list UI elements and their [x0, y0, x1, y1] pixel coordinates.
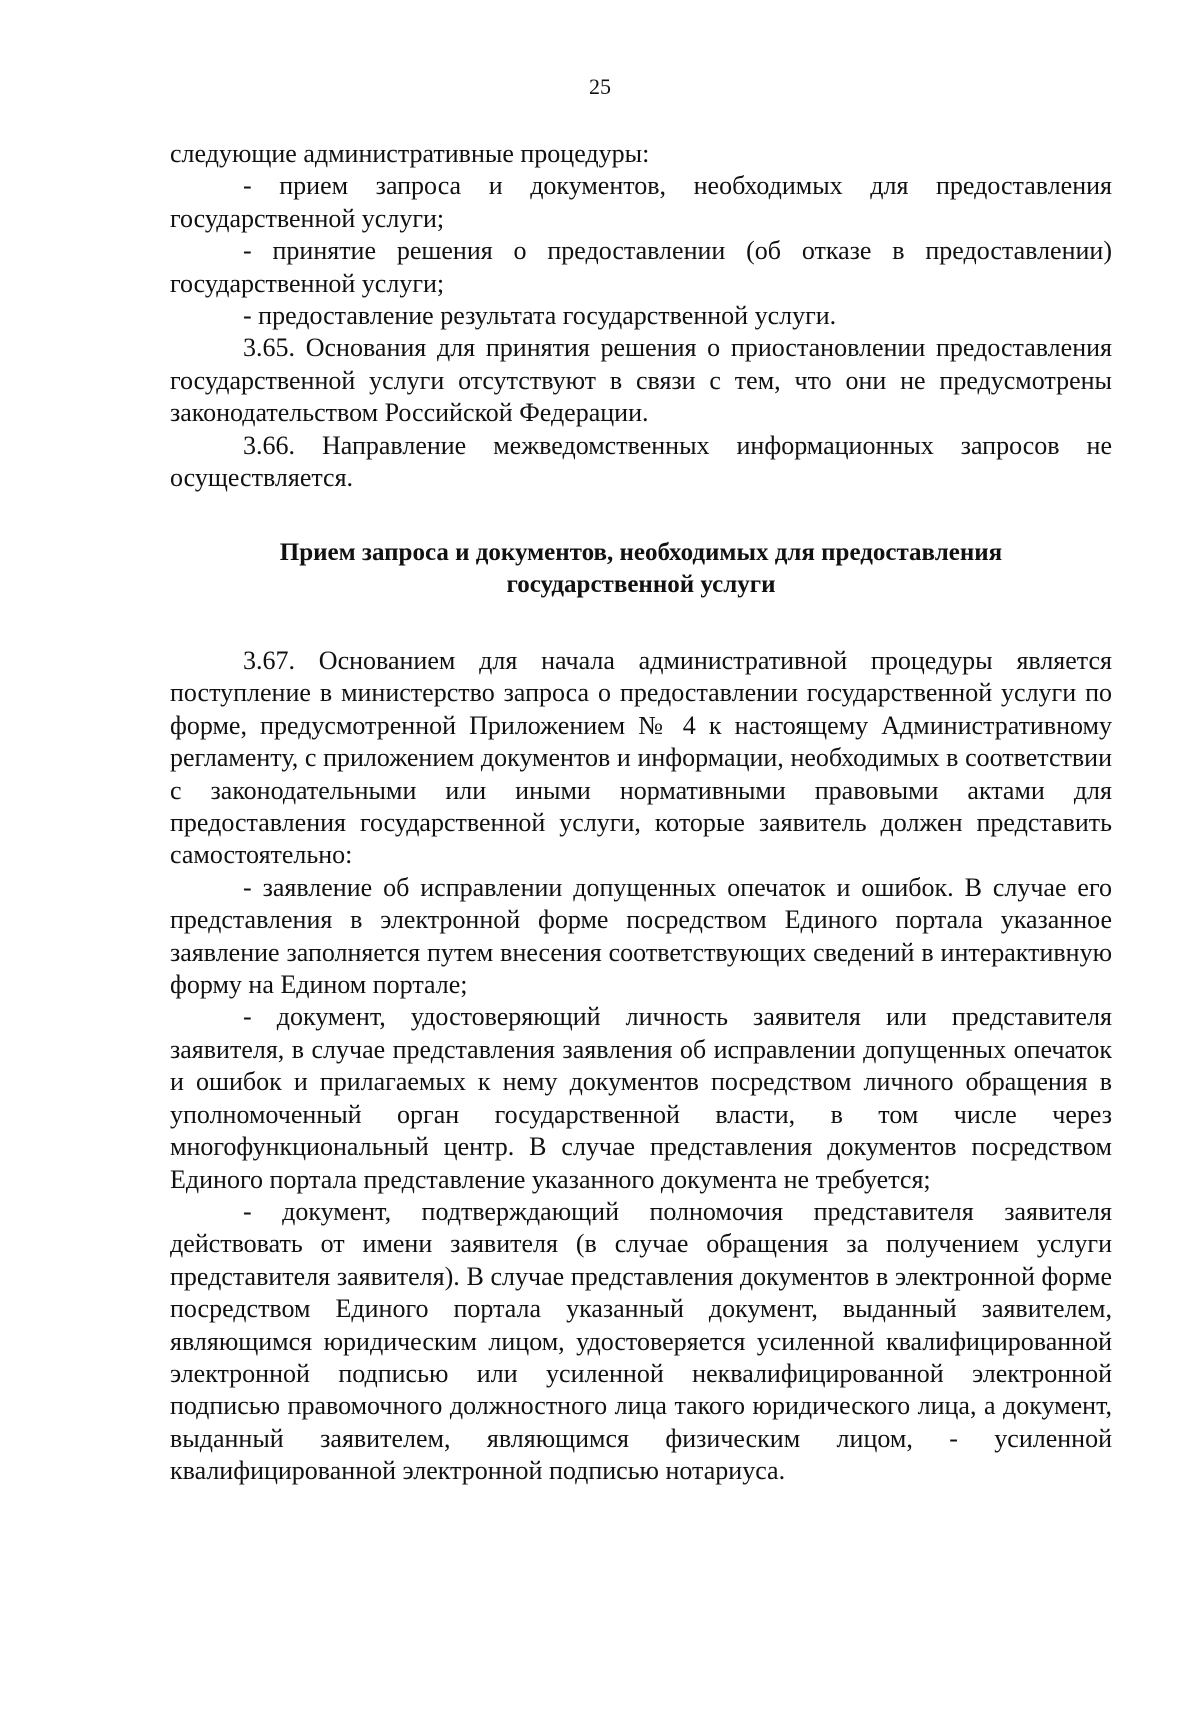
list-item-receive-request: - прием запроса и документов, необходимых для предоставления государственной услуги; [170, 171, 1112, 233]
list-item-authority-document: - документ, подтверждающий полномочия представителя заявителя действовать от имени заявителя (в случае обращения за получением услуги представителя заявителя). В случае представления документов в электронной форме посредством Единого портала указанный документ, выданный заявителем, являющимся юридическим лицом, удостоверяется усиленной квалифицированной электронной подписью или усиленной неквалифицированной электронной подписью правомочного должностного лица такого юридического лица, а документ, выданный заявителем, являющимся физическим лицом, - усиленной квалифицированной электронной подписью нотариуса. [170, 1196, 1112, 1486]
paragraph-3-65: 3.65. Основания для принятия решения о приостановлении предоставления государственной услуги отсутствуют в связи с тем, что они не предусмотрены законодательством Российской Федерации. [170, 333, 1112, 428]
list-item-identity-document: - документ, удостоверяющий личность заявителя или представителя заявителя, в случае представления заявления об исправлении допущенных опечаток и ошибок и прилагаемых к нему документов посредством личного обращения в уполномоченный орган государственной власти, в том числе через многофункциональный центр. В случае представления документов посредством Единого портала представление указанного документа не требуется; [170, 1002, 1112, 1194]
heading-line-1: Прием запроса и документов, необходимых для предоставления [279, 539, 1003, 566]
list-item-result: - предоставление результата государственной услуги. [243, 301, 837, 331]
section-heading [170, 537, 1112, 601]
list-item-application: - заявление об исправлении допущенных опечаток и ошибок. В случае его представления в электронной форме посредством Единого портала указанное заявление заполняется путем внесения соответствующих сведений в интерактивную форму на Едином портале; [170, 872, 1112, 1000]
list-item-decision: - принятие решения о предоставлении (об отказе в предоставлении) государственной услуги; [170, 236, 1112, 298]
heading-line-2: государственной услуги [506, 571, 776, 598]
paragraph-3-67: 3.67. Основанием для начала административной процедуры является поступление в министерство запроса о предоставлении государственной услуги по форме, предусмотренной Приложением № 4 к настоящему Административному регламенту, с приложением документов и информации, необходимых в соответствии с законодательными или иными нормативными правовыми актами для предоставления государственной услуги, которые заявитель должен представить самостоятельно: [170, 646, 1112, 870]
paragraph-intro: следующие административные процедуры: [170, 139, 650, 168]
section-receive-request [170, 645, 1112, 1488]
page-number: 25 [589, 74, 611, 99]
paragraph-3-66: 3.66. Направление межведомственных информационных запросов не осуществляется. [170, 430, 1112, 493]
section-procedures [170, 138, 1112, 494]
